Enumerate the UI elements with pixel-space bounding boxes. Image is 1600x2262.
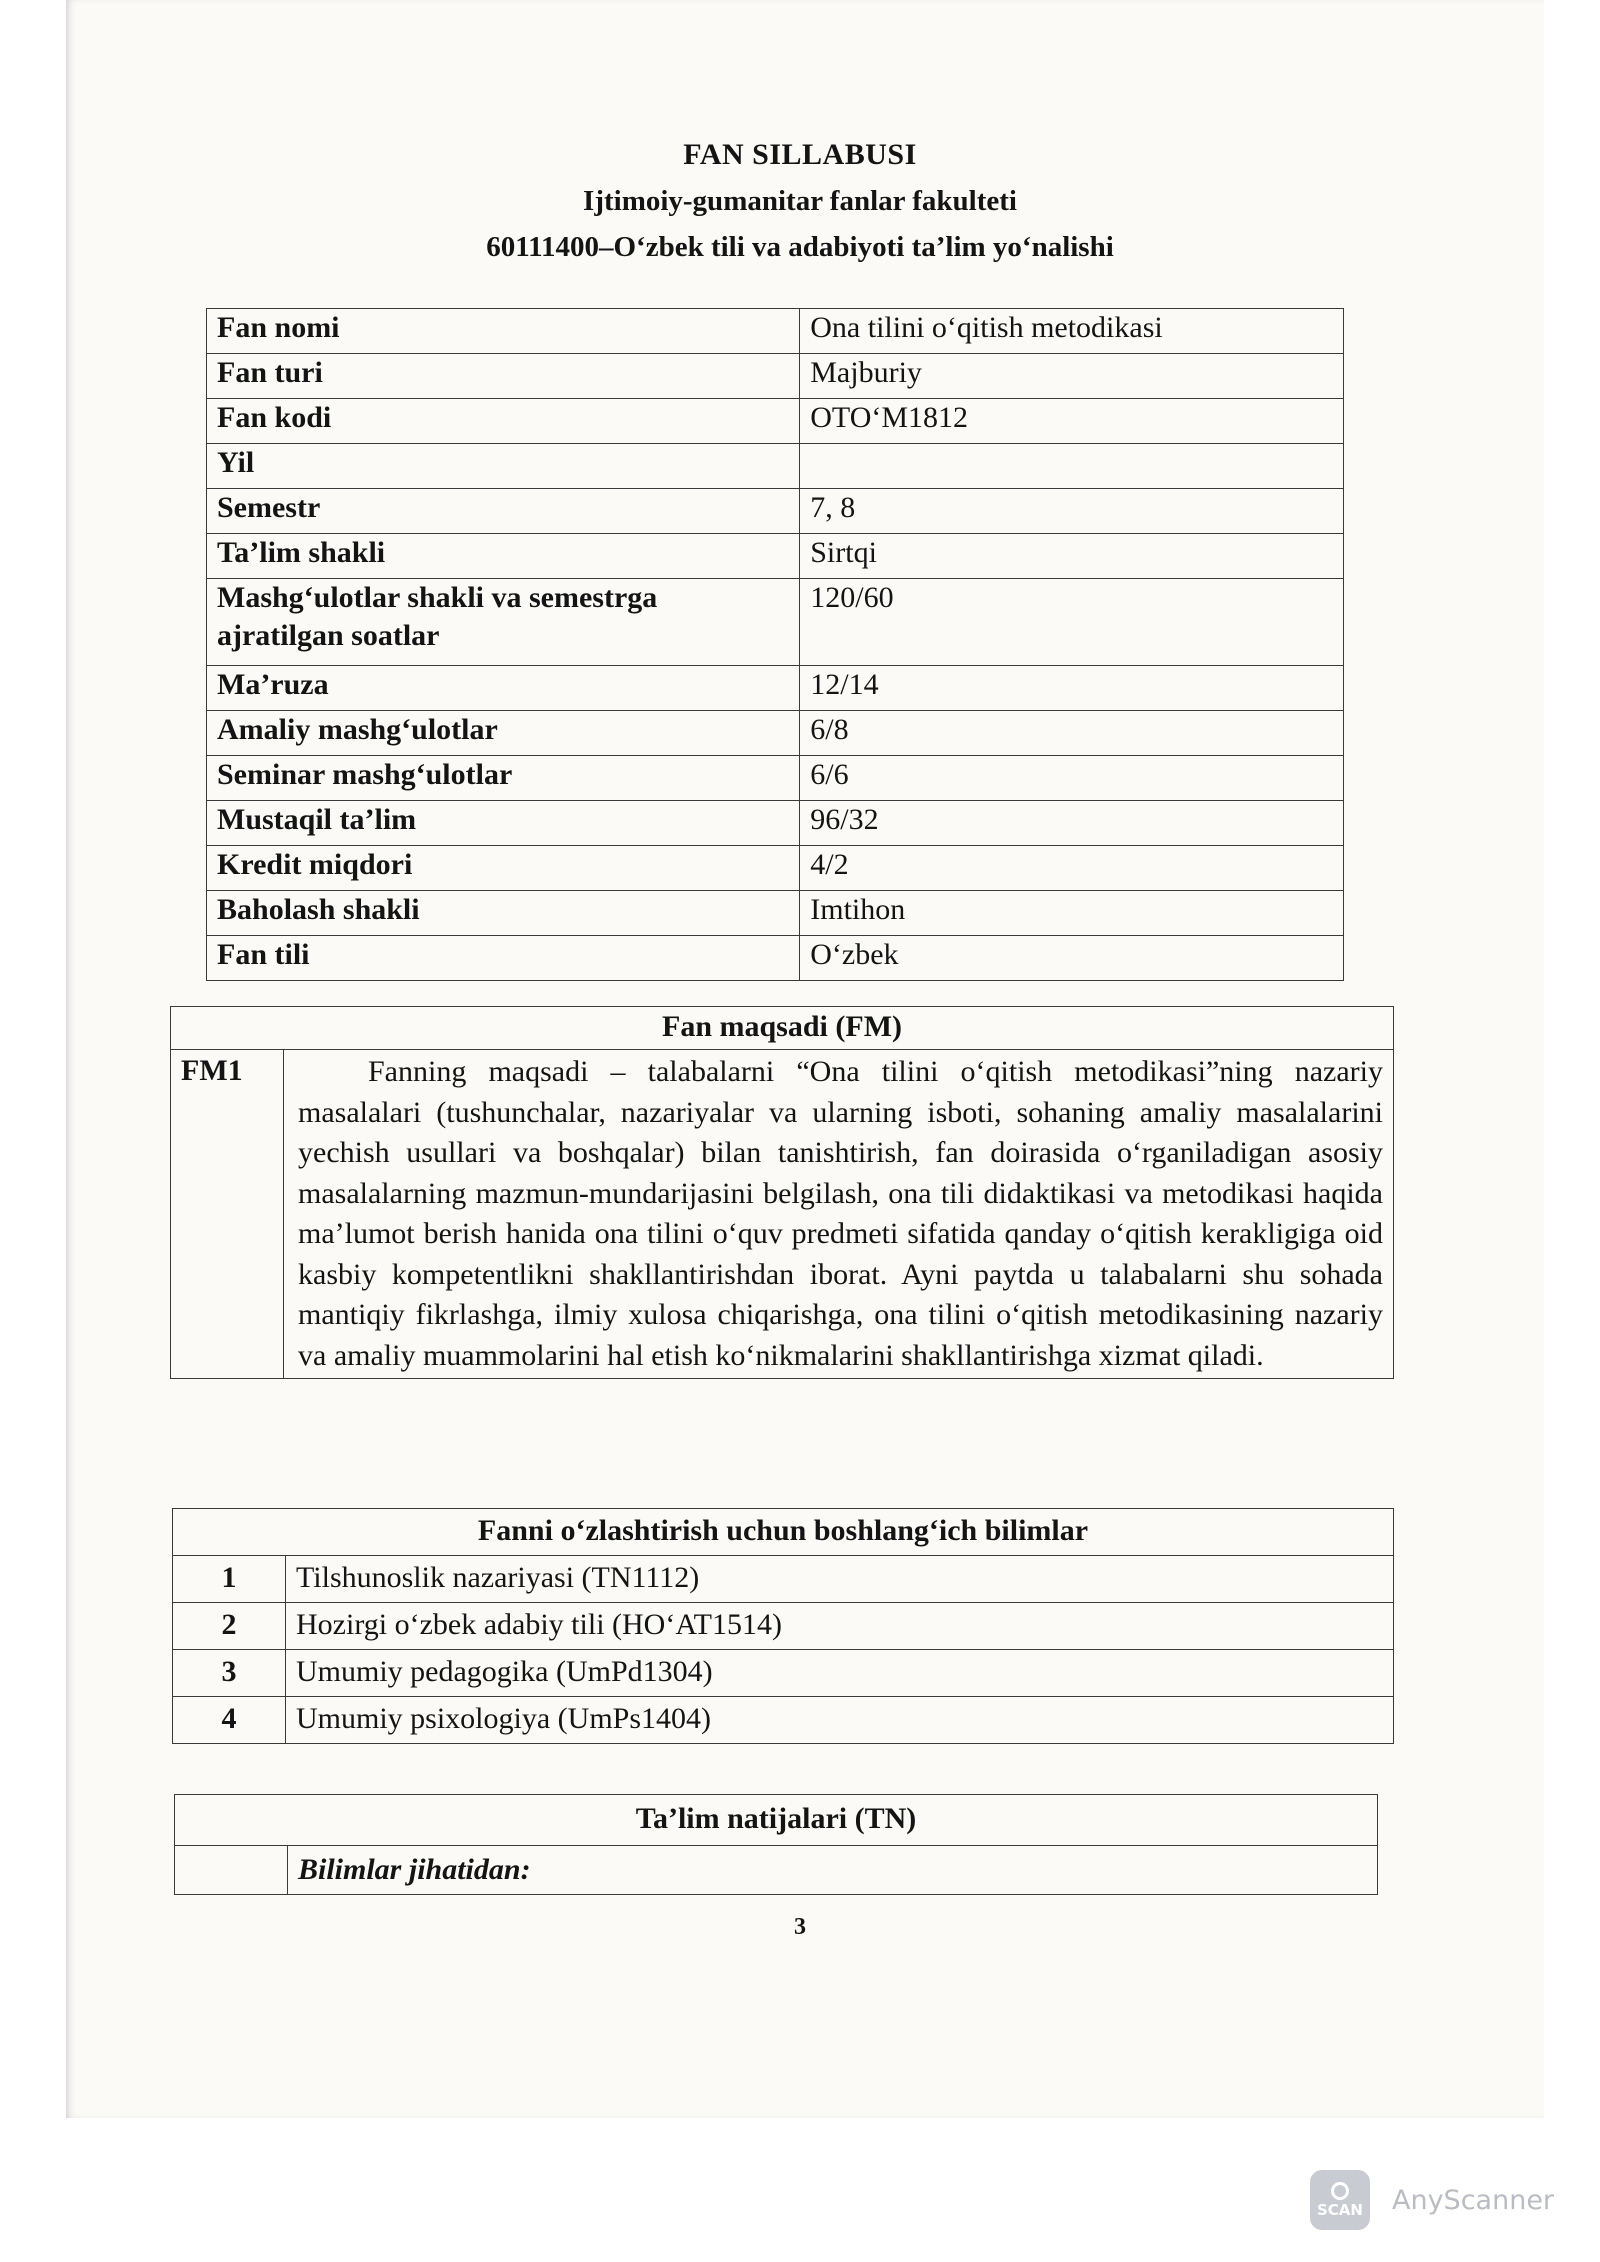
info-value: 6/6 — [800, 756, 1344, 801]
info-row — [207, 936, 1344, 981]
info-label: Fan tili — [207, 936, 800, 981]
prerequisite-number: 1 — [173, 1556, 286, 1603]
info-label: Mustaqil ta’lim — [207, 801, 800, 846]
scanner-brand-name: AnyScanner — [1392, 2184, 1555, 2216]
info-row — [207, 846, 1344, 891]
goal-header: Fan maqsadi (FM) — [171, 1007, 1394, 1050]
info-label: Fan turi — [207, 354, 800, 399]
info-value: Sirtqi — [800, 534, 1344, 579]
outcomes-subheading: Bilimlar jihatidan: — [288, 1846, 1378, 1895]
course-goal-table — [170, 1006, 1394, 1379]
info-label: Ma’ruza — [207, 666, 800, 711]
syllabus-title: FAN SILLABUSI — [683, 138, 917, 171]
info-row — [207, 489, 1344, 534]
info-value: 6/8 — [800, 711, 1344, 756]
info-row — [207, 399, 1344, 444]
info-row — [207, 711, 1344, 756]
scan-logo-icon — [1310, 2170, 1370, 2230]
syllabus-header — [0, 132, 1600, 270]
prerequisite-row — [173, 1556, 1394, 1603]
info-value — [800, 444, 1344, 489]
prerequisite-row — [173, 1650, 1394, 1697]
goal-code: FM1 — [171, 1050, 284, 1379]
outcomes-header: Ta’lim natijalari (TN) — [175, 1795, 1378, 1846]
info-row — [207, 534, 1344, 579]
info-label: Semestr — [207, 489, 800, 534]
prerequisite-name: Hozirgi o‘zbek adabiy tili (HO‘AT1514) — [286, 1603, 1394, 1650]
info-row — [207, 801, 1344, 846]
prerequisite-row — [173, 1697, 1394, 1744]
lens-icon — [1331, 2182, 1349, 2200]
info-value: OTO‘M1812 — [800, 399, 1344, 444]
scanner-watermark — [1310, 2170, 1554, 2230]
info-value: Imtihon — [800, 891, 1344, 936]
scan-logo-text: SCAN — [1317, 2201, 1363, 2219]
page-number: 3 — [794, 1914, 806, 1940]
info-label: Baholash shakli — [207, 891, 800, 936]
info-value: 120/60 — [800, 579, 1344, 666]
learning-outcomes-table — [174, 1794, 1378, 1895]
info-row — [207, 309, 1344, 354]
prerequisite-number: 2 — [173, 1603, 286, 1650]
prerequisites-table — [172, 1508, 1394, 1744]
info-label: Mashg‘ulotlar shakli va semestrga ajratilgan soatlar — [207, 579, 800, 666]
info-row — [207, 579, 1344, 666]
prerequisite-number: 3 — [173, 1650, 286, 1697]
info-value: Majburiy — [800, 354, 1344, 399]
info-label: Fan nomi — [207, 309, 800, 354]
info-label: Amaliy mashg‘ulotlar — [207, 711, 800, 756]
prerequisite-name: Tilshunoslik nazariyasi (TN1112) — [286, 1556, 1394, 1603]
outcomes-index-cell — [175, 1846, 288, 1895]
info-label: Ta’lim shakli — [207, 534, 800, 579]
prerequisites-header: Fanni o‘zlashtirish uchun boshlang‘ich bilimlar — [173, 1509, 1394, 1556]
info-label: Fan kodi — [207, 399, 800, 444]
info-label: Seminar mashg‘ulotlar — [207, 756, 800, 801]
info-value: 96/32 — [800, 801, 1344, 846]
info-value: 12/14 — [800, 666, 1344, 711]
prerequisite-name: Umumiy psixologiya (UmPs1404) — [286, 1697, 1394, 1744]
info-row — [207, 891, 1344, 936]
info-row — [207, 666, 1344, 711]
info-row — [207, 444, 1344, 489]
info-row — [207, 756, 1344, 801]
info-value: Ona tilini o‘qitish metodikasi — [800, 309, 1344, 354]
info-row — [207, 354, 1344, 399]
info-value: O‘zbek — [800, 936, 1344, 981]
prerequisite-name: Umumiy pedagogika (UmPd1304) — [286, 1650, 1394, 1697]
prerequisite-number: 4 — [173, 1697, 286, 1744]
prerequisite-row — [173, 1603, 1394, 1650]
direction-title: 60111400–O‘zbek tili va adabiyoti ta’lim yo‘nalishi — [486, 231, 1114, 263]
goal-text: Fanning maqsadi – talabalarni “Ona tilini o‘qitish metodikasi”ning nazariy masalalari (tushunchalar, nazariyalar va ularning isboti, sohaning amaliy masalalarini yechish usullari va boshqalar) bilan tanishtirish, fan doirasida o‘rganiladigan asosiy masalalarning mazmun-mundarijasini belgilash, ona tili didaktikasi va metodikasi haqida ma’lumot berish hanida ona tilini o‘quv predmeti sifatida qanday o‘qitish kerakligiga oid kasbiy kompetentlikni shakllantirishdan iborat. Ayni paytda u talabalarni shu sohada mantiqiy fikrlashga, ilmiy xulosa chiqarishga, ona tilini o‘qitish metodikasining nazariy va amaliy muammolarini hal etish ko‘nikmalarini shakllantirishga xizmat qiladi. — [284, 1050, 1394, 1379]
info-value: 7, 8 — [800, 489, 1344, 534]
info-label: Yil — [207, 444, 800, 489]
info-label: Kredit miqdori — [207, 846, 800, 891]
course-info-table — [206, 308, 1344, 981]
faculty-title: Ijtimoiy-gumanitar fanlar fakulteti — [583, 185, 1017, 217]
info-value: 4/2 — [800, 846, 1344, 891]
